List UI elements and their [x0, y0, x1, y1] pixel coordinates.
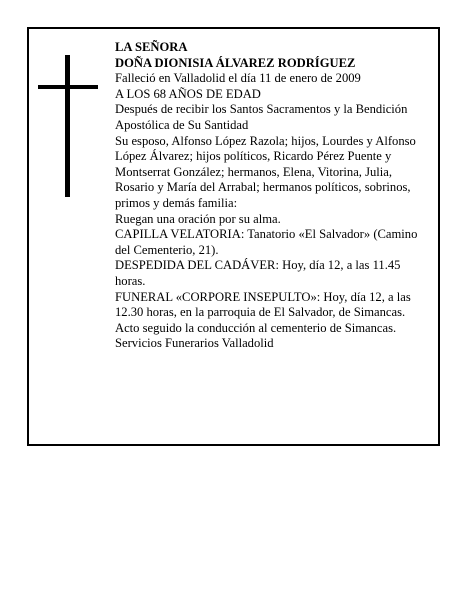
funeral-paragraph: FUNERAL «CORPORE INSEPULTO»: Hoy, día 12, a las 12.30 horas, en la parroquia de El Salvador, de Simancas. Acto seguido la conducción al cementerio de Simancas. [115, 289, 411, 335]
latin-cross-icon [38, 55, 98, 197]
chapel-paragraph: CAPILLA VELATORIA: Tanatorio «El Salvador» (Camino del Cementerio, 21). [115, 227, 418, 257]
obituary-text [115, 40, 425, 352]
services-line: Servicios Funerarios Valladolid [115, 336, 274, 351]
sacraments-paragraph: Después de recibir los Santos Sacramentos y la Bendición Apostólica de Su Santidad [115, 102, 408, 132]
deceased-name: DOÑA DIONISIA ÁLVAREZ RODRÍGUEZ [115, 55, 356, 70]
farewell-paragraph: DESPEDIDA DEL CADÁVER: Hoy, día 12, a las 11.45 horas. [115, 258, 401, 288]
age-line: A LOS 68 AÑOS DE EDAD [115, 86, 261, 101]
family-paragraph: Su esposo, Alfonso López Razola; hijos, Lourdes y Alfonso López Álvarez; hijos políticos, Ricardo Pérez Puente y Montserrat González; hermanos, Elena, Vitorina, Julia, Rosario y María del Arrabal; hermanos políticos, sobrinos, primos y demás familia: [115, 133, 416, 210]
cross-horizontal-bar [38, 85, 98, 89]
prayer-line: Ruegan una oración por su alma. [115, 211, 281, 226]
title-line-1: LA SEÑORA [115, 40, 188, 54]
cross-vertical-bar [65, 55, 70, 197]
death-line: Falleció en Valladolid el día 11 de enero de 2009 [115, 71, 361, 86]
